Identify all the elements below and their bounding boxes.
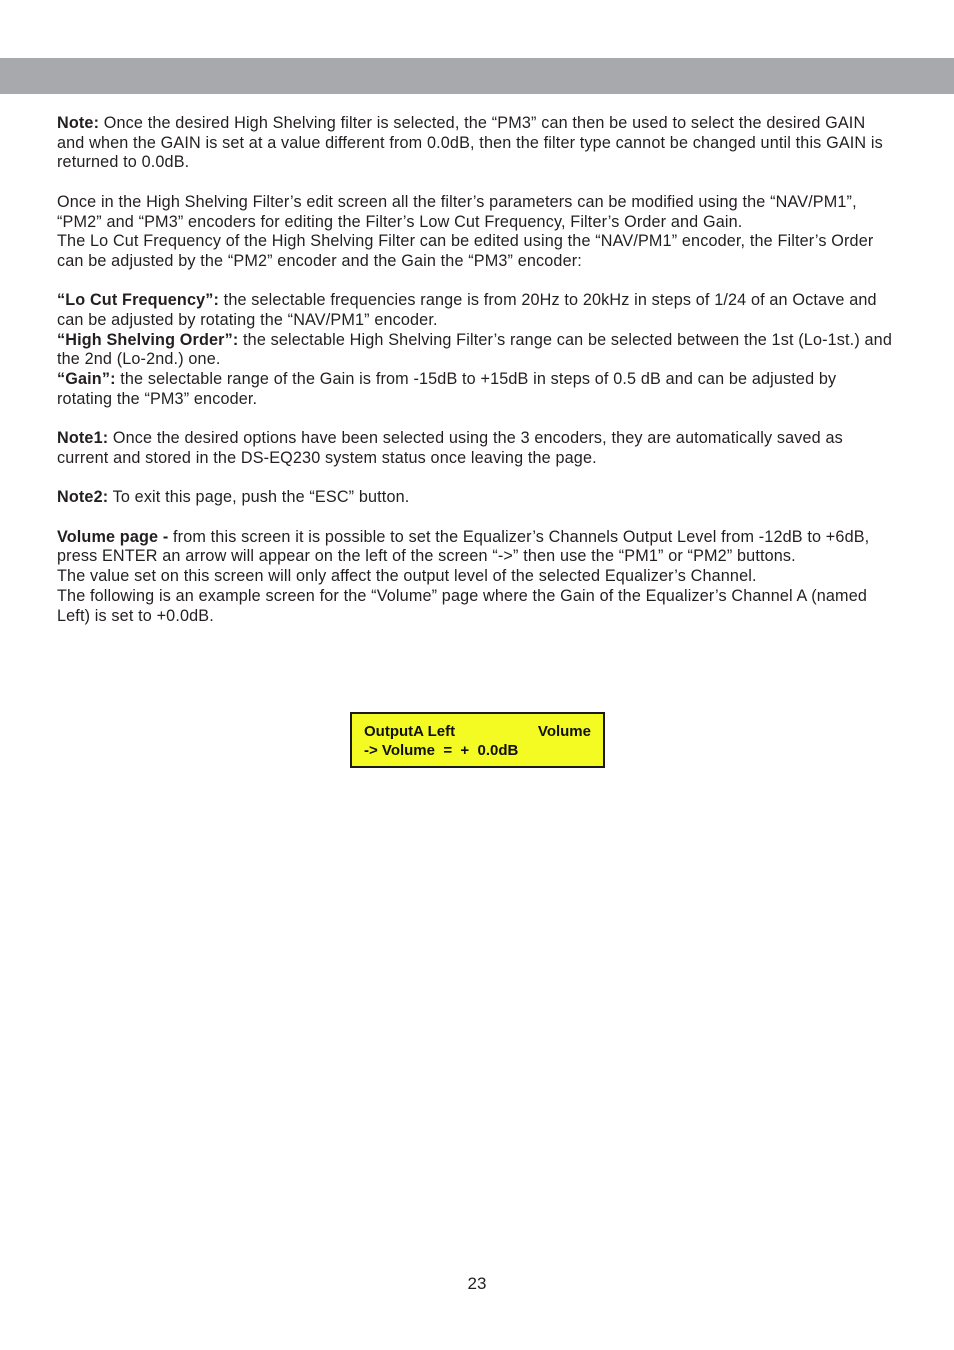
gain-label: “Gain”:	[57, 370, 116, 389]
volume-page-text: from this screen it is possible to set the Equalizer’s Channels Output Level from -12dB to +6dB, press ENTER an arrow will appear on the left of the screen “->” then use the “PM1” or “PM2” buttons.	[57, 527, 870, 566]
spacer	[57, 508, 893, 528]
lcd-line1-left: OutputA Left	[364, 723, 456, 740]
note1-paragraph	[57, 429, 893, 468]
lcd-screen	[350, 712, 605, 768]
edit-screen-paragraph: Once in the High Shelving Filter’s edit screen all the filter’s parameters can be modified using the “NAV/PM1”, “PM2” and “PM3” encoders for editing the Filter’s Low Cut Frequency, Filter’s Order and Gain.	[57, 192, 857, 231]
value-set-paragraph: The value set on this screen will only affect the output level of the selected Equalizer’s Channel.	[57, 567, 757, 586]
spacer	[57, 272, 893, 292]
gain-item	[57, 370, 893, 409]
lo-cut-frequency-label: “Lo Cut Frequency”:	[57, 291, 220, 310]
spacer	[57, 173, 893, 193]
gain-text: the selectable range of the Gain is from -15dB to +15dB in steps of 0.5 dB and can be adjusted by rotating the “PM3” encoder.	[57, 370, 837, 408]
lo-cut-frequency-text: the selectable frequencies range is from 20Hz to 20kHz in steps of 1/24 of an Octave and can be adjusted by rotating the “NAV/PM1” encoder.	[57, 291, 877, 329]
note1-text: Once the desired options have been selected using the 3 encoders, they are automatically saved as current and stored in the DS-EQ230 system status once leaving the page.	[57, 429, 843, 467]
lcd-line1-right: Volume	[537, 723, 591, 740]
note2-text: To exit this page, push the “ESC” button.	[108, 488, 410, 507]
lcd-line2: -> Volume = + 0.0dB	[364, 742, 519, 759]
volume-page-label: Volume page -	[57, 527, 169, 546]
spacer	[57, 469, 893, 489]
note1-label: Note1:	[57, 429, 109, 448]
high-shelving-order-text: the selectable High Shelving Filter’s range can be selected between the 1st (Lo-1st.) and the 2nd (Lo-2nd.) one.	[57, 330, 892, 369]
note-label: Note:	[57, 114, 100, 132]
page-number: 23	[467, 1274, 487, 1293]
note-text: Once the desired High Shelving filter is selected, the “PM3” can then be used to select the desired GAIN and when the GAIN is set at a value different from 0.0dB, then the filter type cannot be changed until this GAIN is returned to 0.0dB.	[57, 114, 883, 172]
volume-page-paragraph	[57, 528, 893, 567]
document-body	[57, 114, 893, 626]
note-paragraph	[57, 114, 893, 173]
high-shelving-order-label: “High Shelving Order”:	[57, 330, 239, 349]
high-shelving-order-item	[57, 331, 893, 370]
header-bar	[0, 58, 954, 94]
note2-paragraph	[57, 488, 893, 508]
spacer	[57, 410, 893, 430]
lo-cut-frequency-item	[57, 291, 893, 330]
note2-label: Note2:	[57, 488, 109, 507]
lo-cut-intro-paragraph: The Lo Cut Frequency of the High Shelving Filter can be edited using the “NAV/PM1” encoder, the Filter’s Order can be adjusted by the “PM2” encoder and the Gain the “PM3” encoder:	[57, 232, 874, 270]
example-paragraph: The following is an example screen for the “Volume” page where the Gain of the Equalizer’s Channel A (named Left) is set to +0.0dB.	[57, 586, 867, 625]
